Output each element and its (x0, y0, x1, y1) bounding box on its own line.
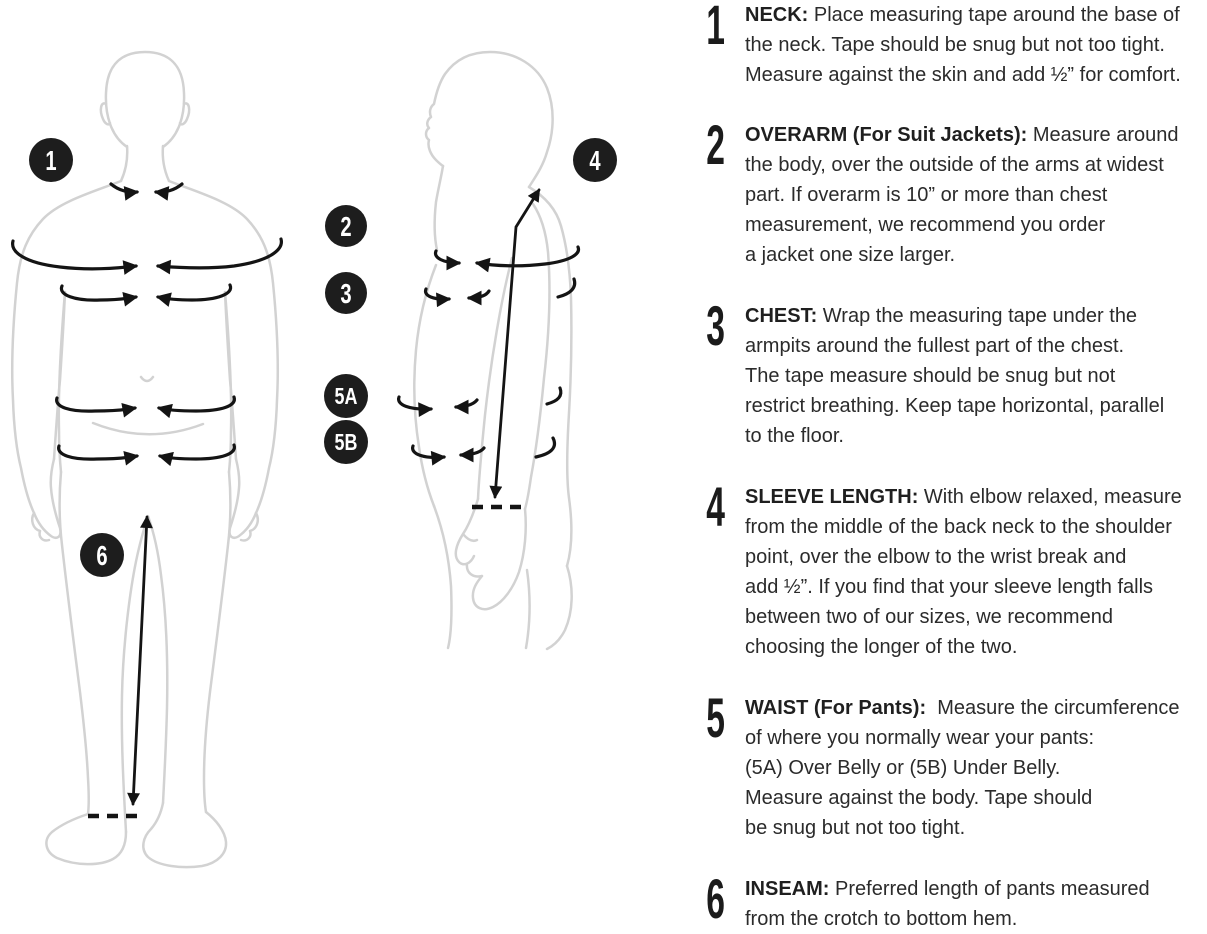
instruction-text: OVERARM (For Suit Jackets): Measure around the body, over the outside of the arms at widest part. If overarm is 10” or more than chest measurement, we recommend you order a jacket one size larger. (745, 124, 1179, 266)
instruction-number: 1 (706, 0, 724, 56)
instruction-text: INSEAM: Preferred length of pants measured from the crotch to bottom hem. (745, 878, 1150, 930)
instruction-number: 2 (706, 113, 724, 176)
badge-3-label: 3 (340, 278, 352, 310)
badge-2-label: 2 (340, 211, 352, 243)
badge-1-label: 1 (45, 145, 57, 177)
instruction-text: WAIST (For Pants): Measure the circumference of where you normally wear your pants: (5A) Over Belly or (5B) Under Belly. Measure against the body. Tape should be snug but not too tight. (745, 697, 1180, 839)
badge-5b-label: 5B (334, 429, 358, 456)
badge-6-label: 6 (96, 540, 108, 572)
instruction-text: CHEST: Wrap the measuring tape under the armpits around the fullest part of the chest. The tape measure should be snug but not restrict breathing. Keep tape horizontal, parallel to the floor. (745, 305, 1165, 447)
instruction-number: 4 (706, 475, 724, 538)
instruction-number: 5 (706, 686, 724, 749)
instruction-number: 6 (706, 867, 724, 930)
instruction-number: 3 (706, 294, 724, 357)
instruction-text: SLEEVE LENGTH: With elbow relaxed, measure from the middle of the back neck to the shoulder point, over the elbow to the wrist break and add ½”. If you find that your sleeve length falls between two of our sizes, we recommend choosing the longer of the two. (745, 486, 1182, 658)
badge-5a-label: 5A (334, 383, 358, 410)
instruction-text: NECK: Place measuring tape around the base of the neck. Tape should be snug but not too tight. Measure against the skin and add ½” for comfort. (745, 4, 1181, 86)
badge-4-label: 4 (589, 145, 601, 177)
